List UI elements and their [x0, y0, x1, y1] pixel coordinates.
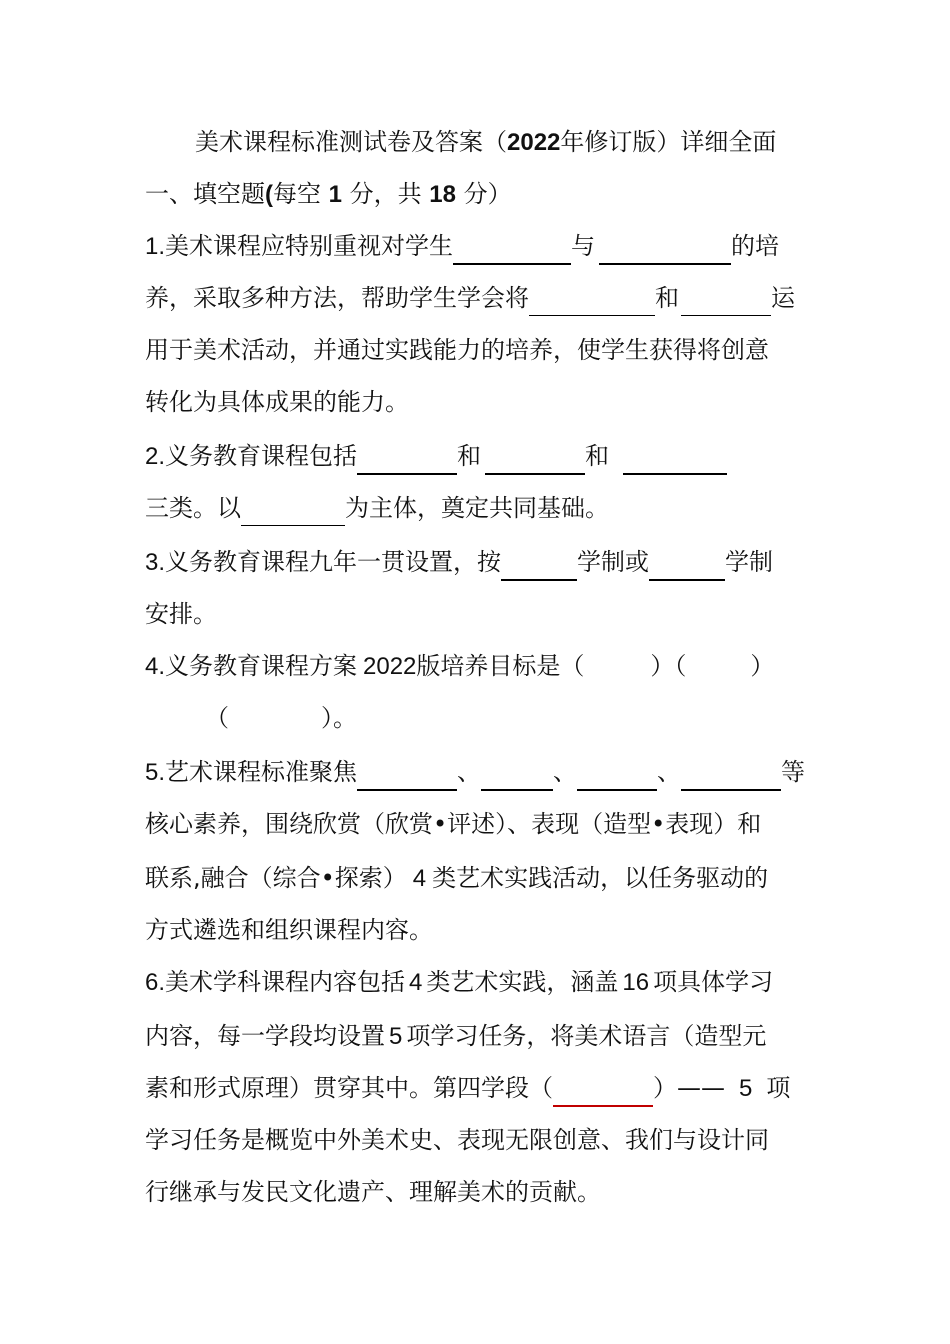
question-text: ,融合（综合•探索）: [193, 864, 407, 892]
answer-blank[interactable]: [553, 1069, 653, 1107]
question-text: 三类。以: [145, 494, 241, 522]
question-number: 4.: [145, 653, 166, 680]
answer-blank[interactable]: [357, 437, 457, 475]
question-text: 为主体，奠定共同基础。: [345, 494, 609, 522]
answer-blank[interactable]: [681, 279, 771, 316]
question-text: （: [205, 704, 229, 732]
title-year: 2022: [507, 129, 561, 156]
question-text: 项学习任务，将美术语言（造型元: [406, 1022, 767, 1050]
question-text: 美术学科课程内容包括: [165, 968, 406, 996]
q5-line-1: [145, 746, 807, 798]
points-each: 1: [328, 181, 342, 208]
q6-line-3: [145, 1062, 807, 1114]
question-text: 和: [457, 442, 482, 470]
question-text: 的培: [731, 232, 780, 260]
question-count: 16: [622, 969, 650, 996]
question-count: 4: [412, 865, 427, 892]
question-number: 5.: [145, 759, 166, 786]
answer-blank[interactable]: [453, 227, 571, 265]
answer-blank[interactable]: [623, 437, 727, 475]
answer-blank[interactable]: [241, 489, 345, 526]
q6-line-5: [145, 1166, 807, 1218]
question-text: 艺术课程标准聚焦: [165, 758, 358, 786]
q1-line-2: [145, 272, 807, 324]
q5-line-3: [145, 852, 807, 904]
question-number: 2.: [145, 443, 166, 470]
question-text: 内容，每一学段均设置: [145, 1022, 385, 1050]
question-count: 4: [409, 969, 423, 996]
answer-blank[interactable]: [529, 279, 655, 316]
q6-line-2: [145, 1010, 807, 1062]
question-text: 学习任务是概览中外美术史、表现无限创意、我们与设计同: [145, 1126, 769, 1154]
q4-line-2: [145, 692, 807, 744]
question-text: ）: [750, 652, 775, 680]
heading-text: 分）: [463, 180, 512, 208]
answer-blank[interactable]: [481, 753, 553, 791]
question-text: ）（: [650, 652, 687, 680]
question-count: 5: [389, 1023, 403, 1050]
question-text: 义务教育课程包括: [165, 442, 358, 470]
question-text: 与: [571, 232, 596, 260]
question-text: 和: [655, 284, 679, 312]
answer-blank[interactable]: [501, 543, 577, 581]
q3-line-1: [145, 536, 807, 588]
question-count: 5: [739, 1075, 753, 1102]
question-text: 安排。: [145, 600, 217, 628]
question-number: 1.: [145, 233, 166, 260]
question-text: 项具体学习: [653, 968, 774, 996]
heading-text: 每空: [273, 180, 321, 208]
title-text-end: 年修订版）详细全面: [560, 128, 777, 156]
answer-blank[interactable]: [649, 543, 725, 581]
separator: 、: [657, 758, 682, 786]
question-number: 3.: [145, 549, 166, 576]
heading-text: 分，共: [349, 180, 422, 208]
q3-line-2: [145, 588, 807, 640]
question-text: 核心素养，围绕欣赏（欣赏•评述）、表现（造型•表现）和: [145, 810, 762, 838]
title-text: 美术课程标准测试卷及答案（: [195, 128, 507, 156]
question-text: ）——: [653, 1074, 725, 1102]
section-heading: [145, 168, 807, 220]
question-number: 6.: [145, 969, 166, 996]
question-text: 类艺术实践，涵盖: [426, 968, 619, 996]
heading-text: 一、填空题: [145, 180, 265, 208]
answer-blank[interactable]: [577, 753, 657, 791]
question-text: 养，采取多种方法，帮助学生学会将: [145, 284, 529, 312]
question-text: 学制或: [577, 548, 650, 576]
q1-line-4: [145, 376, 807, 428]
question-text: ）。: [321, 704, 357, 732]
question-text: 转化为具体成果的能力。: [145, 388, 409, 416]
answer-blank[interactable]: [681, 753, 781, 791]
q6-line-4: [145, 1114, 807, 1166]
question-text: 等: [781, 758, 806, 786]
question-text: 联系: [145, 864, 193, 892]
q2-line-2: [145, 482, 807, 534]
q2-line-1: [145, 430, 807, 482]
points-total: 18: [429, 181, 456, 208]
document-title: [195, 116, 807, 168]
q5-line-2: [145, 798, 807, 850]
question-text: 义务教育课程九年一贯设置，按: [165, 548, 502, 576]
question-text: 和: [585, 442, 610, 470]
q1-line-1: [145, 220, 807, 272]
question-text: 运: [771, 284, 795, 312]
question-text: 项: [766, 1074, 791, 1102]
question-text: 素和形式原理）贯穿其中。第四学段（: [145, 1074, 553, 1102]
question-text: 义务教育课程方案: [165, 652, 358, 680]
q1-line-3: [145, 324, 807, 376]
heading-paren: (: [265, 181, 273, 208]
q4-line-1: [145, 640, 807, 692]
separator: 、: [553, 758, 578, 786]
separator: 、: [457, 758, 482, 786]
question-year: 2022: [363, 653, 417, 680]
question-text: 学制: [725, 548, 774, 576]
question-text: 美术课程应特别重视对学生: [165, 232, 454, 260]
answer-blank[interactable]: [599, 227, 731, 265]
answer-blank[interactable]: [485, 437, 585, 475]
question-text: 用于美术活动，并通过实践能力的培养，使学生获得将创意: [145, 336, 769, 364]
question-text: 行继承与发民文化遗产、理解美术的贡献。: [145, 1178, 601, 1206]
answer-blank[interactable]: [357, 753, 457, 791]
question-text: 版培养目标是（: [416, 652, 585, 680]
question-text: 方式遴选和组织课程内容。: [145, 916, 433, 944]
q6-line-1: [145, 956, 807, 1008]
q5-line-4: [145, 904, 807, 956]
question-text: 类艺术实践活动，以任务驱动的: [432, 864, 769, 892]
